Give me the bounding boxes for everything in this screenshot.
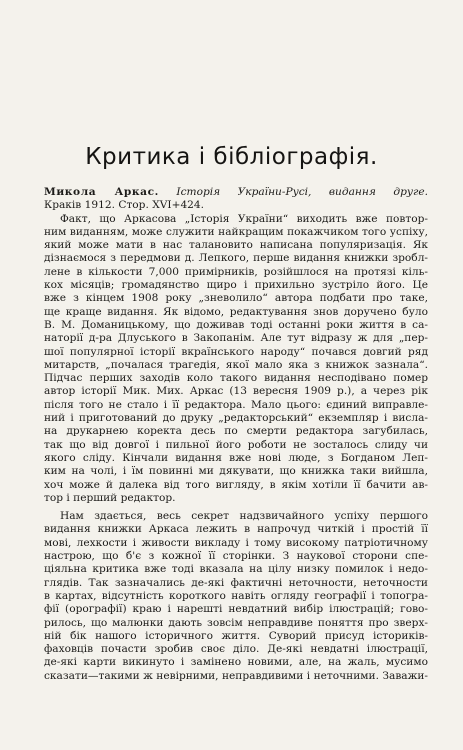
text-line: мові, лехкости і живости викладу і тому високому патріотичному [44,536,428,549]
text-line: Нам здається, весь секрет надзвичайного успіху першого [60,510,428,523]
text-line: якого сліду. Кінчали видання вже нові люде, з Богданом Леп- [44,451,428,464]
text-line: митарств, „почалася трагедія, якої мало яка з книжок зазнала“. [44,358,428,371]
text-line: шої популярної історії вкраїнського народу“ почався довгий ряд [44,345,428,358]
paragraph-1 [44,213,428,506]
text-line: сказати—такими ж невірними, неправдивими і неточними. Заважи- [44,669,428,682]
text-line: який може мати в нас талановито написана популяризація. Як [44,239,428,252]
paragraph-2 [44,510,428,683]
text-line: рилось, що малюнки дають зовсім неправдиве поняття про зверх- [44,616,428,629]
text-line: тор і перший редактор. [44,491,176,504]
text-line: так що від довгої і пильної його роботи не зосталось слиду чи [44,438,428,451]
text-line: глядів. Так зазначались де-які фактичні неточности, неточности [44,576,428,589]
text-line: після того не стало і її редактора. Мало цього: єдиний виправле- [44,398,428,411]
text-line: дізнаємося з передмови д. Лепкого, перше видання книжки зробл- [44,252,428,265]
text-line: ще краще видання. Як відомо, редактування знов доручено було [44,305,428,318]
text-line: Факт, що Аркасова „Історія України“ виходить вже повтор- [60,212,428,225]
text-line: кох місяців; громадянство щиро і прихильно зустріло його. Це [44,279,428,292]
text-line: де-які карти викинуто і замінено новими, але, на жаль, мусимо [44,656,428,669]
text-line: настрою, що б'є з кожної її сторінки. З наукової сторони спе- [44,550,428,563]
text-line: фаховців почасти зробив своє діло. Де-які невдатні ілюстрації, [44,643,428,656]
entry-title: Історія України-Русі, видання друге. [176,186,428,198]
text-line: ціяльна критика вже тоді вказала на цілу низку помилок і недо- [44,563,428,576]
review-body [44,186,428,683]
text-line: в картах, відсутність короткого навіть огляду географії і топогра- [44,589,428,602]
text-line: автор історії Мик. Мих. Аркас (13 вересня 1909 р.), а через рік [44,385,428,398]
entry-imprint: Краків 1912. Стор. XVI+424. [44,199,205,212]
text-line: фії (орографії) краю і нарешті невдатний вибір ілюстрацій; гово- [44,603,428,616]
text-line: видання книжки Аркаса лежить в напрочуд читкій і простій її [44,523,428,536]
text-line: ній бік нашого історичного життя. Суворий присуд істориків- [44,629,428,642]
section-heading: Критика і бібліографія. [85,144,378,170]
entry-line [44,186,428,199]
text-line: В. М. Доманицькому, що доживав тоді останні роки життя в са- [44,318,428,331]
text-line: Підчас перших заходів коло такого видання несподівано помер [44,372,428,385]
text-line: лене в кількости 7,000 примірників, розійшлося на протязі кіль- [44,265,428,278]
text-line: наторії д-ра Длуського в Закопанім. Але тут відразу ж для „пер- [44,332,428,345]
entry-author: Микола Аркас. [44,186,159,198]
text-line: хоч може й далека від того вигляду, в якім хотіли її бачити ав- [44,478,428,491]
text-line: на друкарнею коректа десь по смерти редактора загубилась, [44,425,428,438]
text-line: ний і приготований до друку „редакторський“ екземпляр і висла- [44,412,428,425]
text-line: вже з кінцем 1908 року „зневолило“ автора подбати про таке, [44,292,428,305]
text-line: ним виданням, може служити найкращим покажчиком того успіху, [44,225,428,238]
text-line: ким на чолі, і їм повинні ми дякувати, що книжка таки вийшла, [44,465,428,478]
